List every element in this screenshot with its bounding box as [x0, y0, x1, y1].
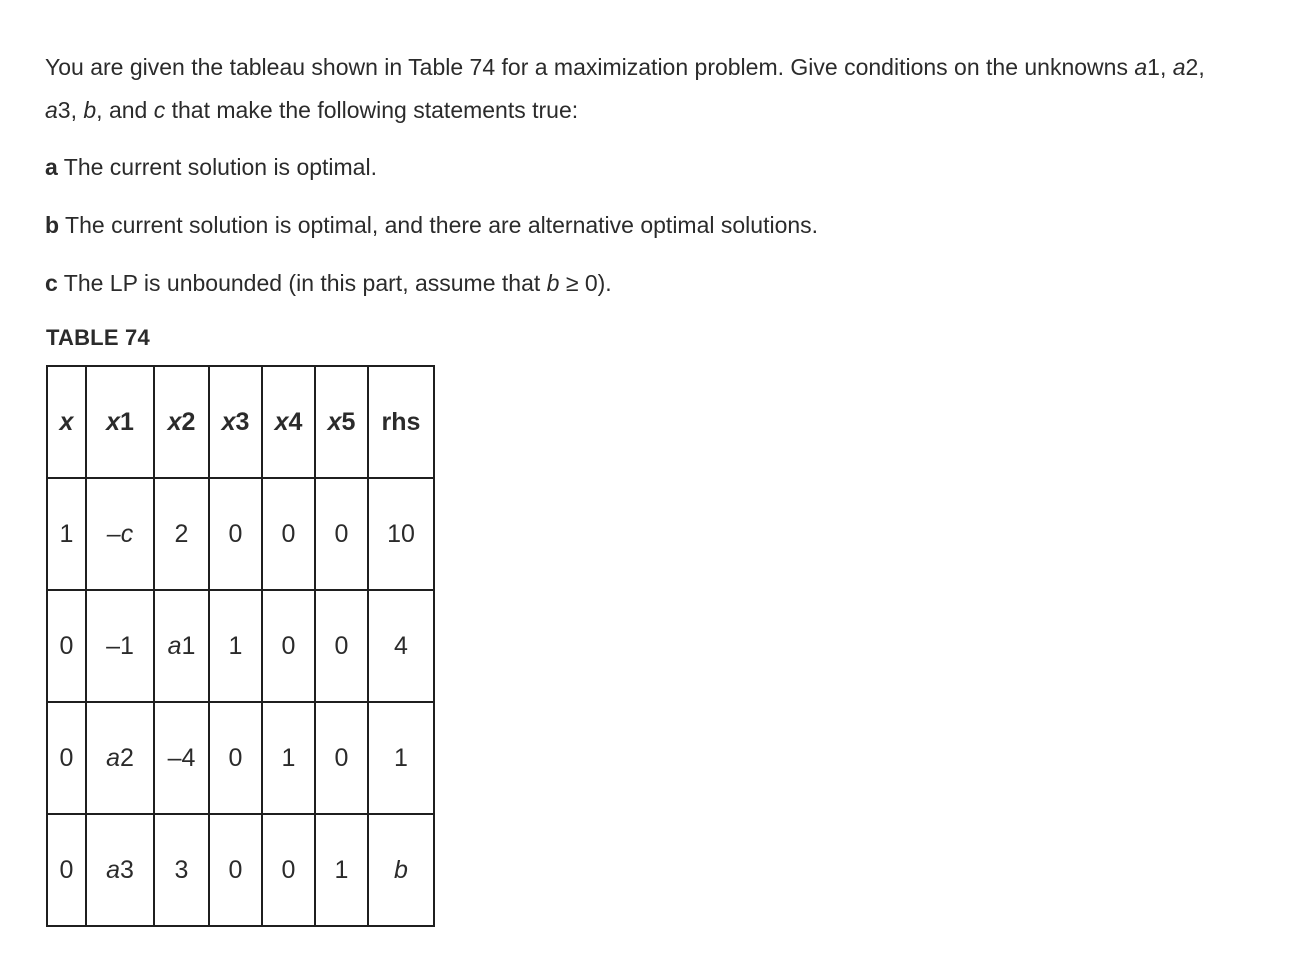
tableau-cell: 0 [209, 702, 262, 814]
statement-c-text-after: ≥ 0). [559, 270, 612, 296]
intro-var-c: c [153, 97, 166, 123]
cell-var-letter: a [106, 743, 120, 772]
tableau-row [47, 702, 434, 814]
statement-c-var-b: b [546, 270, 560, 296]
tableau-cell: 0 [262, 814, 315, 926]
statement-b [45, 204, 1245, 247]
header-var-index: 3 [235, 407, 250, 436]
statement-b-label: b [45, 212, 60, 238]
header-var-index: 1 [120, 407, 134, 436]
tableau-body [47, 366, 434, 926]
header-var-index: 5 [341, 407, 356, 436]
tableau-header-row [47, 366, 434, 478]
tableau-cell: 0 [47, 702, 86, 814]
tableau-cell: 10 [368, 478, 434, 590]
statement-a-text: The current solution is optimal. [63, 154, 377, 180]
tableau-cell: 0 [315, 478, 368, 590]
header-cell-rhs [368, 366, 434, 478]
header-var-letter: x [106, 407, 120, 436]
intro-var-a3-letter: a [45, 97, 58, 123]
statement-b-text: The current solution is optimal, and there are alternative optimal solutions. [65, 212, 819, 238]
header-cell-x2 [154, 366, 209, 478]
intro-var-a2-letter: a [1172, 54, 1186, 80]
intro-text-segment-2: , [1159, 54, 1173, 80]
tableau-cell [86, 702, 154, 814]
cell-var-letter: a [167, 631, 182, 660]
intro-text-segment-3: , [1198, 54, 1205, 80]
tableau-cell: 1 [368, 702, 434, 814]
intro-var-a1-index: 1 [1147, 54, 1160, 80]
tableau-cell [86, 478, 154, 590]
cell-value-italic: b [394, 855, 408, 884]
header-cell-x5 [315, 366, 368, 478]
tableau-row [47, 590, 434, 702]
problem-intro [45, 46, 1240, 132]
header-cell-x3 [209, 366, 262, 478]
header-cell-x [47, 366, 86, 478]
statement-a-label: a [45, 154, 58, 180]
content-column [45, 46, 1245, 927]
tableau-cell: 0 [209, 814, 262, 926]
intro-var-a1-letter: a [1134, 54, 1148, 80]
tableau-cell: 0 [262, 590, 315, 702]
tableau-cell: 0 [262, 478, 315, 590]
tableau-cell [154, 590, 209, 702]
intro-text-segment-1: You are given the tableau shown in Table 74 for a maximization problem. Give conditions on the unknowns [45, 54, 1135, 80]
header-cell-x4 [262, 366, 315, 478]
intro-text-segment-4: , [70, 97, 84, 123]
table-caption: TABLE 74 [46, 325, 150, 350]
header-cell-x1 [86, 366, 154, 478]
statement-c [45, 262, 1245, 305]
tableau-cell: –4 [154, 702, 209, 814]
intro-var-a3-index: 3 [57, 97, 71, 123]
tableau-cell: 2 [154, 478, 209, 590]
tableau-cell: 0 [315, 590, 368, 702]
tableau-cell: 0 [209, 478, 262, 590]
intro-text-segment-5: , and [96, 97, 154, 123]
tableau-row [47, 814, 434, 926]
intro-var-a3 [45, 97, 71, 123]
tableau-cell: –1 [86, 590, 154, 702]
tableau-cell: 4 [368, 590, 434, 702]
statement-c-text-before: The LP is unbounded (in this part, assume that [63, 270, 547, 296]
tableau-cell: 1 [47, 478, 86, 590]
header-var-letter: x [274, 407, 289, 436]
statement-a [45, 146, 1245, 189]
tableau-cell: 1 [262, 702, 315, 814]
intro-text-segment-6: that make the following statements true: [165, 97, 579, 123]
tableau-cell: 3 [154, 814, 209, 926]
tableau-cell: 1 [209, 590, 262, 702]
header-var-letter: x [167, 407, 182, 436]
tableau-cell [368, 814, 434, 926]
tableau-cell [86, 814, 154, 926]
tableau-cell: 0 [47, 590, 86, 702]
simplex-tableau [46, 365, 435, 927]
tableau-cell: 0 [315, 702, 368, 814]
intro-var-b: b [83, 97, 97, 123]
intro-var-a2 [1173, 54, 1199, 80]
header-var-index: 4 [288, 407, 303, 436]
intro-var-a2-index: 2 [1185, 54, 1199, 80]
header-var-letter: x [327, 407, 342, 436]
header-var-letter: rhs [381, 407, 421, 436]
header-var-index: 2 [181, 407, 196, 436]
statement-c-label: c [45, 270, 58, 296]
intro-var-a1 [1134, 54, 1160, 80]
cell-var-index: 2 [120, 743, 134, 772]
cell-var-index: 3 [120, 855, 134, 884]
header-var-letter: x [59, 407, 74, 436]
cell-value-italic: –c [106, 519, 134, 548]
header-var-letter: x [221, 407, 236, 436]
cell-var-index: 1 [181, 631, 196, 660]
tableau-row [47, 478, 434, 590]
tableau-cell: 1 [315, 814, 368, 926]
tableau-cell: 0 [47, 814, 86, 926]
cell-var-letter: a [106, 855, 120, 884]
